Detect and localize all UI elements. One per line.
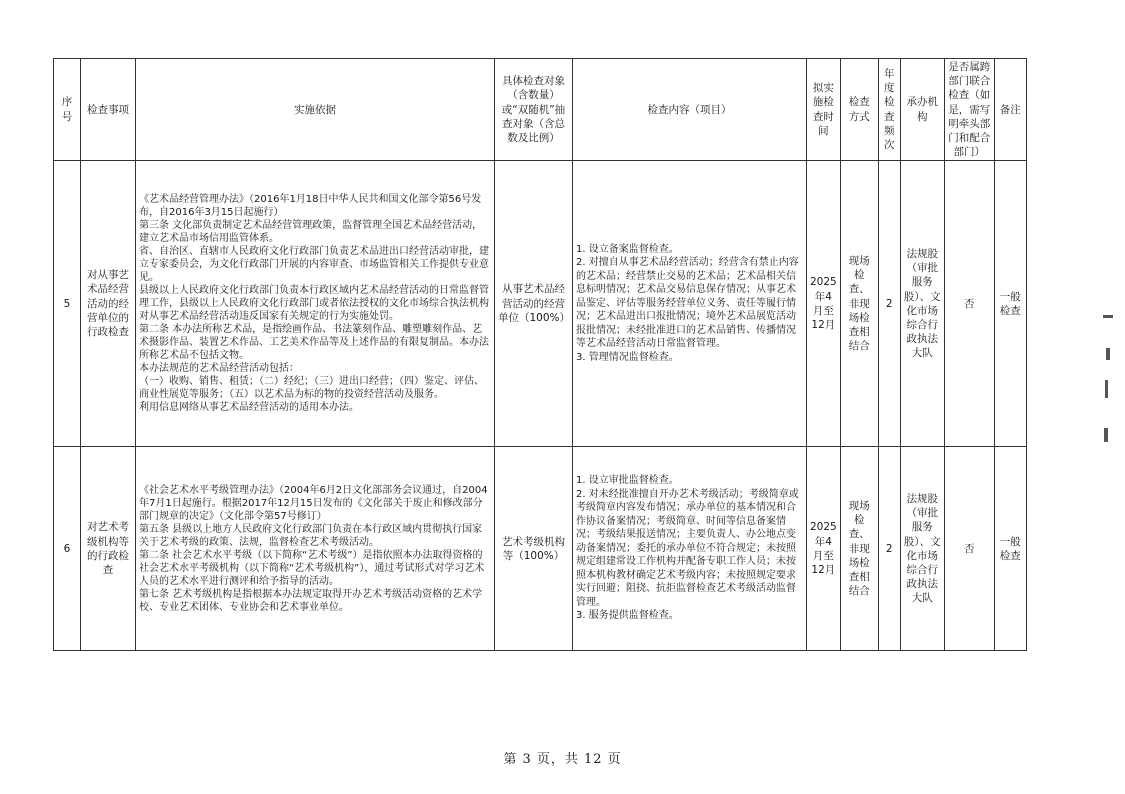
row-content [573, 447, 807, 651]
basis-paragraph: 省、自治区、直辖市人民政府文化行政部门负责艺术品进出口经营活动审批，建立专家委员会，为文化行政部门开展的内容审查、市场监管相关工作提供专业意见。 [139, 246, 489, 284]
table-row [54, 447, 1027, 651]
basis-paragraph: 第三条 文化部负责制定艺术品经营管理政策，监督管理全国艺术品经营活动，建立艺术品市场信用监管体系。 [139, 220, 483, 245]
header-method: 检查方式 [840, 59, 878, 161]
scan-edge-mark [1104, 428, 1108, 442]
scan-edge-mark [1103, 315, 1113, 318]
row-basis [136, 161, 495, 447]
row-note: 一般检查 [994, 447, 1026, 651]
scan-edge-mark [1106, 348, 1110, 360]
row-agency: 法规股（审批服务股）、文化市场综合行政执法大队 [900, 161, 944, 447]
header-basis: 实施依据 [136, 59, 495, 161]
header-item: 检查事项 [81, 59, 136, 161]
content-item: 2. 对擅自从事艺术品经营活动；经营含有禁止内容的艺术品；经营禁止交易的艺术品；艺术品相关信息标明情况；艺术品交易信息保存情况；从事艺术品鉴定、评估等服务经营单位义务、责任等履行情况；艺术品进出口报批情况；境外艺术品展览活动报批情况；未经批准进口的艺术品销售、传播情况等艺术品经营活动日常监督管理。 [576, 257, 799, 350]
header-freq: 年度检查频次 [878, 59, 900, 161]
row-object: 艺术考级机构等（100%） [495, 447, 573, 651]
scan-edge-mark [1105, 380, 1108, 398]
row-basis [136, 447, 495, 651]
content-item: 1. 设立备案监督检查。 [576, 243, 679, 255]
row-object: 从事艺术品经营活动的经营单位（100%） [495, 161, 573, 447]
row-time: 2025年4月至12月 [807, 447, 841, 651]
basis-paragraph: 利用信息网络从事艺术品经营活动的适用本办法。 [139, 402, 359, 414]
content-item: 3. 管理情况监督检查。 [576, 351, 679, 363]
row-method: 现场检查、非现场检查相结合 [840, 161, 878, 447]
row-seq: 6 [54, 447, 81, 651]
basis-paragraph: 第二条 社会艺术水平考级（以下简称“艺术考级”）是指依照本办法取得资格的社会艺术水平考级机构（以下简称“艺术考级机构”），通过考试形式对学习艺术人员的艺术水平进行测评和给予指导的活动。 [139, 549, 485, 587]
basis-paragraph: 第七条 艺术考级机构是指根据本办法规定取得开办艺术考级活动资格的艺术学校、专业艺术团体、专业协会和艺术事业单位。 [139, 588, 483, 613]
row-freq: 2 [878, 447, 900, 651]
basis-paragraph: 县级以上人民政府文化行政部门负责本行政区域内艺术品经营活动的日常监督管理工作，县级以上人民政府文化行政部门或者依法授权的文化市场综合执法机构对从事艺术品经营活动违反国家有关规定的行为实施处罚。 [139, 285, 489, 323]
basis-paragraph: 第二条 本办法所称艺术品，是指绘画作品、书法篆刻作品、雕塑雕刻作品、艺术摄影作品、装置艺术作品、工艺美术作品等及上述作品的有限复制品。本办法所称艺术品不包括文物。 [139, 324, 489, 362]
content-item: 1. 设立审批监督检查。 [576, 475, 679, 487]
page-number: 第 3 页，共 12 页 [503, 752, 622, 767]
row-time: 2025年4月至12月 [807, 161, 841, 447]
header-row [54, 59, 1027, 161]
basis-paragraph: 本办法规范的艺术品经营活动包括： [139, 363, 299, 375]
basis-paragraph: 《艺术品经营管理办法》（2016年1月18日中华人民共和国文化部令第56号发布，自2016年3月15日起施行） [139, 194, 482, 219]
basis-paragraph: （一）收购、销售、租赁；（二）经纪；（三）进出口经营；（四）鉴定、评估、商业性展览等服务；（五）以艺术品为标的物的投资经营活动及服务。 [139, 376, 484, 401]
header-time: 拟实施检查时间 [807, 59, 841, 161]
row-item: 对从事艺术品经营活动的经营单位的行政检查 [81, 161, 136, 447]
content-item: 2. 对未经批准擅自开办艺术考级活动；考级简章或考级简章内容发布情况；承办单位的基本情况和合作协议备案情况；考级简章、时间等信息备案情况；考级结果报送情况；主要负责人、办公地点变动备案情况；委托的承办单位不符合规定；未按照规定组建常设工作机构并配备专职工作人员；未按照本机构教材确定艺术考级内容；未按照规定要求实行回避；阻挠、抗拒监督检查艺术考级活动监督管理。 [576, 488, 799, 608]
row-joint: 否 [944, 161, 994, 447]
row-item: 对艺术考级机构等的行政检查 [81, 447, 136, 651]
row-joint: 否 [944, 447, 994, 651]
header-content: 检查内容（项目） [573, 59, 807, 161]
row-agency: 法规股（审批服务股）、文化市场综合行政执法大队 [900, 447, 944, 651]
row-seq: 5 [54, 161, 81, 447]
row-note: 一般检查 [994, 161, 1026, 447]
basis-paragraph: 《社会艺术水平考级管理办法》（2004年6月2日文化部部务会议通过，自2004年7月1日起施行。根据2017年12月15日发布的《文化部关于废止和修改部分部门规章的决定》（文化部令第57号修订） [139, 484, 488, 522]
basis-paragraph: 第五条 县级以上地方人民政府文化行政部门负责在本行政区域内贯彻执行国家关于艺术考级的政策、法规，监督检查艺术考级活动。 [139, 523, 483, 548]
table-row [54, 161, 1027, 447]
header-note: 备注 [994, 59, 1026, 161]
header-object: 具体检查对象（含数量）或“双随机”抽查对象（含总数及比例） [495, 59, 573, 161]
row-method: 现场检查、非现场检查相结合 [840, 447, 878, 651]
inspection-table [53, 58, 1027, 651]
row-content [573, 161, 807, 447]
header-agency: 承办机构 [900, 59, 944, 161]
header-joint: 是否属跨部门联合检查（如是，需写明牵头部门和配合部门） [944, 59, 994, 161]
row-freq: 2 [878, 161, 900, 447]
header-seq: 序号 [54, 59, 81, 161]
content-item: 3. 服务提供监督检查。 [576, 610, 679, 622]
